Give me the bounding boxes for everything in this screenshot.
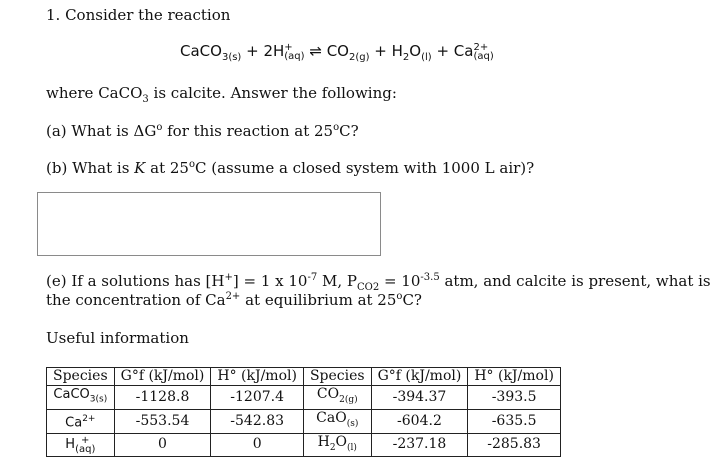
gf-cell: 0 (114, 433, 211, 457)
gf-cell: -394.37 (371, 386, 468, 410)
h-cell: -1207.4 (211, 386, 304, 410)
h-cell: 0 (211, 433, 304, 457)
col-header: G°f (kJ/mol) (114, 368, 211, 386)
gf-cell: -553.54 (114, 409, 211, 433)
part-b: (b) What is K at 25$^o$C (assume a closed system with 1000 L air)? (46, 159, 535, 177)
equilibrium-arrow: ⇌ (309, 42, 322, 60)
h-cell: -635.5 (468, 409, 561, 433)
h-cell: -542.83 (211, 409, 304, 433)
product-co2: CO (326, 42, 349, 60)
species-cell: $Ca^{2+}$ (47, 409, 115, 433)
part-a: (a) What is $\Delta G^o$ for this reaction at 25$^o$C? (46, 122, 359, 140)
table-row (47, 433, 561, 457)
useful-info-heading: Useful information (46, 329, 189, 347)
answer-box[interactable] (37, 192, 381, 256)
col-header: H° (kJ/mol) (468, 368, 561, 386)
gf-cell: -1128.8 (114, 386, 211, 410)
calcite-note: where CaCO$_3$ is calcite. Answer the following: (46, 84, 397, 105)
part-e-line2: the concentration of $Ca^{2+}$ at equilibrium at 25$^o$C? (46, 291, 422, 309)
table-row (47, 409, 561, 433)
question-title: 1. Consider the reaction (46, 6, 231, 24)
gf-cell: -237.18 (371, 433, 468, 457)
species-cell: $CO_{2(g)}$ (303, 386, 371, 410)
species-cell: H + (aq) (47, 433, 115, 457)
gf-cell: -604.2 (371, 409, 468, 433)
h-cell: -393.5 (468, 386, 561, 410)
part-e-line1: (e) If a solutions has [H+] = 1 x $10^{-7}$ M, $P_{CO2} = 10^{-3.5}$ atm, and calcite is present, what is (46, 272, 711, 293)
thermo-data-table (46, 367, 561, 457)
h-cell: -285.83 (468, 433, 561, 457)
col-header: H° (kJ/mol) (211, 368, 304, 386)
species-cell: CaO$_{(s)}$ (303, 409, 371, 433)
species-cell: $H_2O_{(l)}$ (303, 433, 371, 457)
table-row (47, 386, 561, 410)
reactant-calcite: CaCO (180, 42, 222, 60)
col-header: Species (303, 368, 371, 386)
reaction-equation: CaCO$_{3(s)}$ + 2H + (aq) ⇌ $CO_{2(g)} + H_2O_{(l)} + Ca$ 2+ (aq) (180, 41, 494, 63)
species-cell: CaCO$_{3(s)}$ (47, 386, 115, 410)
col-header: G°f (kJ/mol) (371, 368, 468, 386)
table-header-row (47, 368, 561, 386)
col-header: Species (47, 368, 115, 386)
